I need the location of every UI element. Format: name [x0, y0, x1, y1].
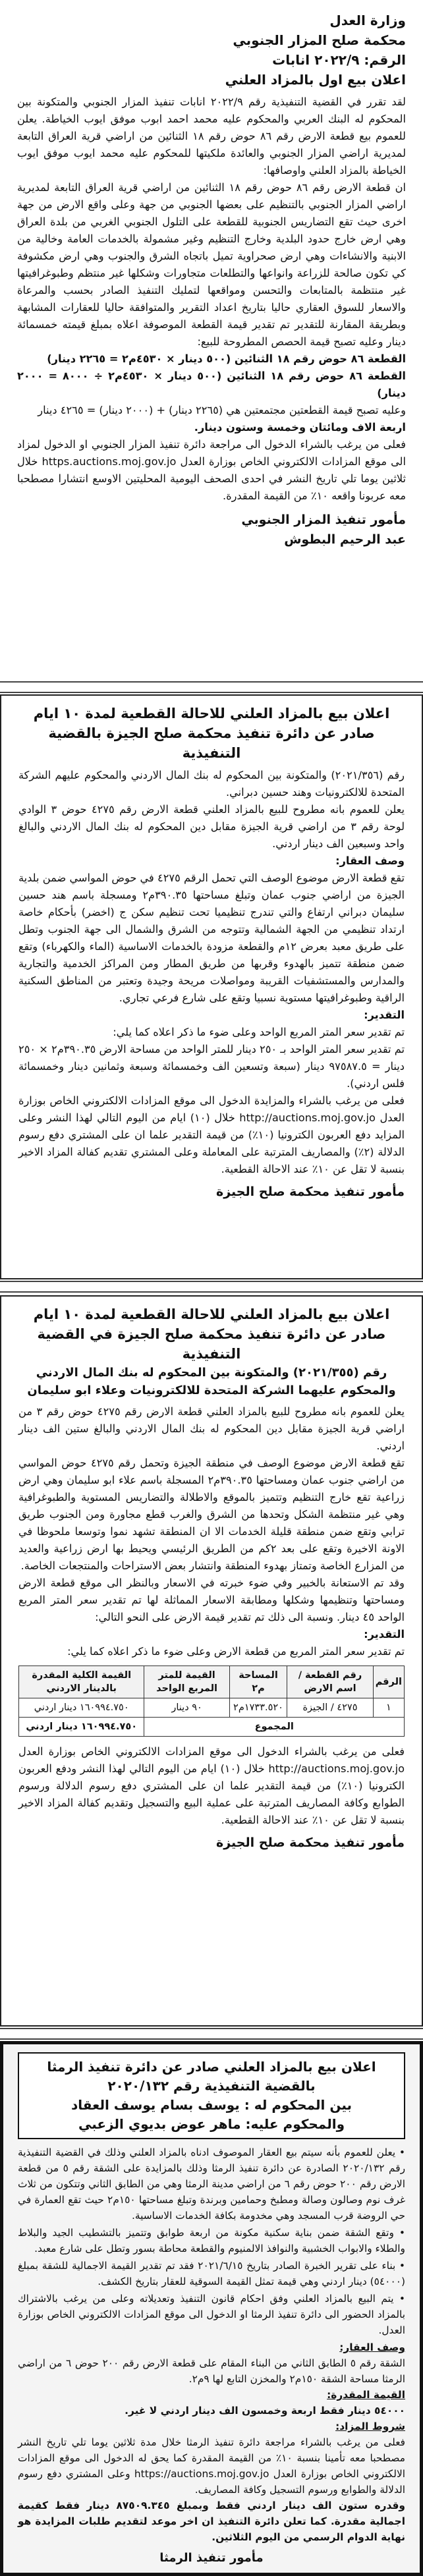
estimated-value: ٥٤٠٠٠ دينار فقط اربعة وخمسون الف دينار اردني لا غير. — [125, 2405, 405, 2417]
estimate-intro: تم تقدير سعر المتر المربع الواحد وعلى ضوء ما ذكر اعلاه كما يلي: — [113, 1026, 405, 1038]
signer: مأمور تنفيذ محكمة صلح الجيزة — [216, 1185, 405, 1199]
notice-parties: رقم (٢٠٢١/٣٥٦) والمتكونة بين المحكوم له بنك المال الاردني والمحكوم عليهم الشركة المتحدة للالكترونيات وهند حسين دبراني. — [18, 769, 405, 798]
auction-notice-ramtha — [0, 2041, 423, 2576]
bidding-instructions: فعلى من يرغب بالشراء والمزايدة الدخول الى موقع المزادات الالكتروني الخاص بوزارة العدل http://auctions.moj.gov.jo خلال (١٠) ايام من اليوم التالي لهذا النشر وعلى المزايد دفع العربون الكترونيا (١٠٪) من قيمة التقدير علما ان على المشتري دفع رسوم الدلالة (٢٪) والمصاريف المترتبة على المعاملة وعلى المشتري تقديم كفالة المزاد الاخير بنسبة لا تقل عن ١٠٪ عند الاحالة القطعية. — [18, 1094, 405, 1175]
notice-intro: لقد تقرر في القضية التنفيذية رقم ٢٠٢٢/٩ انابات تنفيذ المزار الجنوبي والمتكونة بين المحكوم له البنك العربي والمحكوم عليه محمد احمد ابوب موفق ايوب الخياطة. يعلن للعموم بيع قطعة الارض رقم ٨٦ حوض رقم ١٨ الثنائين من اراضي قرية العراق التابعة لمديرية اراضي المزار الجنوبي والعائدة ملكيتها للمحكوم عليه محمد ايوب موفق ايوب الخياطة بالمزاد العلني واوصافها: — [17, 96, 406, 177]
signer: مأمور تنفيذ محكمة صلح الجيزة — [216, 1835, 405, 1850]
signer: مأمور تنفيذ الرمثا — [159, 2551, 264, 2565]
notice-announcement: يعلن للعموم بانه مطروح للبيع بالمزاد العلني قطعة الارض رقم ٤٢٧٥ حوض ٣ الوادي لوحة رقم ٣ من اراضي قرية الجيزة مقابل دين المحكوم له بنك المال الاردني والبالغ واحد وسبعين الف دينار اردني. — [18, 803, 405, 850]
signer-name: عبد الرحيم البطوش — [284, 532, 406, 547]
label-terms: شروط المزاد: — [335, 2421, 405, 2432]
bidding-instructions: فعلى من يرغب بالشراء الدخول الى موقع المزادات الالكتروني الخاص بوزارة العدل http://auctions.moj.gov.jo خلال (١٠) ايام من اليوم التالي لهذا النشر ودفع العربون الكترونيا (١٠٪) من قيمة التقدير علما ان على المشتري دفع رسوم الدلالة ورسوم الطوابع وكافة المصاريف المترتبة على عملية البيع والتسجيل وتقديم كفالة المزاد الاخير بنسبة لا تقل عن ١٠٪ عند الاحالة القطعية. — [18, 1745, 405, 1826]
table-cell: ٩٠ دينار — [144, 1698, 229, 1718]
notice-title: اعلان بيع بالمزاد العلني صادر عن دائرة تنفيذ الرمثا — [47, 2059, 376, 2075]
notice-paragraph: • يعلن للعموم بأنه سيتم بيع العقار الموصوف ادناه بالمزاد العلني وذلك في القضية التنفيذية رقم ٢٠٢٠/١٣٢ الصادرة عن دائرة تنفيذ الرمثا وذلك بالمزايدة على الشقة رقم ٥ من قطعة الارض رقم ٢٠٠ حوض رقم ٦ من اراضي مدينة الرمثا وهي من الطابق الثاني وتتكون من ثلاث غرف نوم وصالون وصالة ومطبخ وحمامين وبرندة وتبلغ مساحتها ١٥٠م٢ حيث تقع العمارة في حي الروضة قرب المسجد وهي مخدومة بكافة الخدمات الاساسية. — [18, 2146, 405, 2222]
notice-paragraph: • وتقع الشقة ضمن بناية سكنية مكونة من اربعة طوابق وتتميز بالتشطيب الجيد والبلاط والطلاء والابواب الخشبية والنوافذ الالمنيوم والقطعة محاطة بسور وتطل على شارع معبد. — [18, 2227, 405, 2254]
valuation-line-2: القطعة ٨٦ حوض رقم ١٨ الثنائين (٥٠٠ دينار × ٤٥٣٠م٢ ÷ ٨٠٠٠ = ٢٠٠٠ دينار) — [17, 370, 406, 399]
table-cell: ١٦٠٩٩٤.٧٥٠ دينار اردني — [19, 1698, 144, 1718]
estimate-calculation: تم تقدير سعر المتر الواحد بـ ٢٥٠ دينار للمتر الواحد من مساحة الارض ٣٩٠.٣٥م٢ × ٢٥٠ دينار = ٩٧٥٨٧.٥ دينار (سبعة وتسعين الف وخمسمائة وسبعة وثمانين دينار وخمسمائة فلس اردني). — [18, 1043, 405, 1090]
table-header-row — [19, 1666, 405, 1698]
table-cell: ٤٢٧٥ / الجيزة — [287, 1698, 373, 1718]
valuation-total-words: اربعة الاف ومائتان وخمسة وستون دينار. — [194, 421, 406, 434]
column-header: رقم القطعة / اسم الارض — [287, 1666, 373, 1698]
total-label: المجموع — [144, 1718, 405, 1737]
label-value: القيمة المقدرة: — [327, 2389, 405, 2401]
plaintiff: بين المحكوم له : يوسف بسام يوسف العقاد — [71, 2097, 352, 2113]
section-heading-description: وصف العقار: — [335, 854, 405, 867]
section-heading-estimate: التقدير: — [364, 1628, 405, 1640]
case-number: بالقضية التنفيذية رقم ٢٠٢٠/١٣٢ — [107, 2078, 316, 2094]
total-value: ١٦٠٩٩٤.٧٥٠ دينار اردني — [19, 1718, 144, 1737]
ministry-name: وزارة العدل — [329, 13, 406, 28]
property-description: ان قطعة الارض رقم ٨٦ حوض رقم ١٨ الثنائين من اراضي قرية العراق التابعة لمديرية اراضي المزار الجنوبي بالتنظيم على بعضها الجنوبي من جهة وعلى واقع الارض من جهة اخرى حيث تقع التضاريس الجنوبية للقطعة على التلول الجنوبي الغربي من بلدة العراق وهي ارض خارج حدود البلدية وخارج التنظيم وغير مشمولة بالخدمات العامة وخالية من الابنية والانشاءات وهي ارض صحراوية تميل باتجاه الشرق والجنوب وهي ارض مكشوفة كي تكون صالحة للزراعة وانواعها والتطلعات متجاورات وشكلها غير منتظم وطبوغرافيتها غير منتظمة بالمتابعات والتحسن ومواقعها لتمليك التنفيذ الصادر بحسب والمرعاة والاسعار للسوق العقاري حاليا بتاريخ اعداد التقرير والمتوافقة حاليا للعقارات المشابهة وبطريقة المقارنة للتقدير تم تقدير قيمة القطعة الموصوفة اعلاه بمبلغ قيمته خمسمائة دينار وعليه تصبح قيمة الحصص المطروحة للبيع: — [17, 181, 406, 348]
label-description: وصف العقار: — [339, 2341, 405, 2353]
expert-assessment: وقد تم الاستعانة بالخبير وفي ضوء خبرته في الاسعار وبالنظر الى موقع قطعة الارض ومساحتها وتنظيمها وشكلها ومطابقة الاسعار المماثلة لها تم تقدير سعر المتر المربع الواحد ٤٥ دينار. ونسبة الى ذلك تم تقدير قيمة الارض على النحو التالي: — [18, 1577, 405, 1623]
property-description: الشقة رقم ٥ الطابق الثاني من البناء المقام على قطعة الارض رقم ٢٠٠ حوض ٦ من اراضي الرمثا مساحة الشقة ١٥٠م٢ والمخزن التابع لها ٩م٢. — [18, 2357, 405, 2385]
auction-notice-mazar — [0, 0, 423, 681]
court-name: محكمة صلح المزار الجنوبي — [233, 32, 406, 48]
auction-terms: فعلى من يرغب بالشراء مراجعة دائرة تنفيذ الرمثا خلال مدة ثلاثين يوما تلي تاريخ النشر مصطحبا معه تأمينا بنسبة ١٠٪ من القيمة المقدرة كما يحق له الدخول الى موقع المزادات الالكتروني الخاص بوزارة العدل https://auctions.moj.gov.jo وعلى المشتري دفع رسوم الدلالة والطوابع ورسوم التسجيل وكافة المصاريف. — [18, 2436, 405, 2496]
divider — [0, 681, 423, 693]
table-row — [19, 1698, 405, 1718]
section-heading-estimate: التقدير: — [364, 1009, 405, 1021]
valuation-total: وعليه تصبح قيمة القطعتين مجتمعتين هي (٢٢٦٥ دينار) + (٢٠٠٠ دينار) = ٤٢٦٥ دينار — [38, 404, 406, 416]
notice-title: اعلان بيع اول بالمزاد العلني — [225, 72, 406, 88]
closing-paragraph: وقدره ستون الف دينار اردني فقط وبمبلغ ٨٧٥٠٩.٣٤٥ دينار فقط كقيمة اجمالية مقدرة. كما تعلن دائرة التنفيذ ان اخر موعد لتقديم طلبات المزايدة هو نهاية الدوام الرسمي من اليوم الثلاثين. — [18, 2500, 405, 2543]
auction-notice-jizah-2 — [0, 1295, 423, 2027]
case-number: الرقم: ٢٠٢٢/٩ انابات — [272, 52, 406, 68]
auction-notice-jizah-1 — [0, 694, 423, 1279]
valuation-line-1: القطعة ٨٦ حوض رقم ١٨ الثنائين (٥٠٠ دينار × ٤٥٣٠م٢ = ٢٢٦٥ دينار) — [47, 352, 406, 365]
signer-title: مأمور تنفيذ المزار الجنوبي — [241, 513, 406, 527]
notice-subtitle: رقم (٢٠٢١/٣٥٥) والمتكونة بين المحكوم له بنك المال الاردني والمحكوم عليهما الشركة المتحدة للالكترونيات وعلاء ابو سليمان — [27, 1366, 396, 1397]
notice-announcement: يعلن للعموم بانه مطروح للبيع بالمزاد العلني قطعة الارض رقم ٤٢٧٥ حوض رقم ٣ من اراضي قرية الجيزة مقابل دين المحكوم له بنك المال الاردني والبالغ ستين الف دينار اردني. — [18, 1405, 405, 1452]
notice-paragraph: • يتم البيع بالمزاد العلني وفق احكام قانون التنفيذ وتعديلاته وعلى من يرغب بالاشتراك بالمزاد الحضور الى دائرة تنفيذ الرمثا او الدخول الى موقع المزادات الالكتروني الخاص بوزارة العدل. — [18, 2293, 405, 2336]
defendant: والمحكوم عليه: ماهر عوض بديوي الزعبي — [78, 2116, 345, 2132]
property-description: تقع قطعة الارض موضوع الوصف في منطقة الجيزة وتحمل رقم ٤٢٧٥ حوض المواسي من اراضي جنوب عمان ومساحتها ٣٩٠.٣٥م٢ المسجلة باسم علاء ابو سليمان وهي ارض زراعية تقع خارج التنظيم وتتميز بالموقع والاطلالة والتضاريس المستوية والطبوغرافية وهي غير منتظمة الشكل وتحدها من الشرق والغرب قطع مجاورة ومن الجنوب طريق ترابي وتقع ضمن منطقة قليلة الخدمات الا ان المنطقة تشهد نموا وتوسعا ملحوظا في الاونة الاخيرة وتقع على بعد ٢كم من الطريق الرئيسي ويحيط بها ارض زراعية والعديد من المزارع الخاصة وتمتاز بهدوء المنطقة وانتشار بعض الاستراحات والمنتجعات الخاصة. — [18, 1457, 405, 1572]
column-header: القيمة الكلية المقدرة بالدينار الاردني — [19, 1666, 144, 1698]
valuation-table — [18, 1666, 405, 1737]
notice-outro: فعلى من يرغب بالشراء الدخول الى مراجعة دائرة تنفيذ المزار الجنوبي او الدخول لمزاد الى موقع المزادات الالكتروني الخاص بوزارة العدل https.auctions.moj.gov.jo خلال ثلاثين يوما تلي تاريخ النشر في احدى الصحف اليومية المحليتين الاوسع انتشارا مصطحبا معه عربونا واقعه ١٠٪ من القيمة المقدرة. — [17, 438, 406, 502]
notice-paragraph: • بناء على تقرير الخبرة الصادر بتاريخ ٢٠٢١/٦/١٥ فقد تم تقدير القيمة الاجمالية للشقة بمبلغ (٥٤٠٠٠) دينار اردني وهي قيمة تمثل القيمة السوقية للعقار بتاريخ الكشف. — [18, 2260, 405, 2287]
table-cell: ١ — [373, 1698, 404, 1718]
column-header: المساحة م٢ — [229, 1666, 287, 1698]
notice-title: اعلان بيع بالمزاد العلني للاحالة القطعية لمدة ١٠ ايام صادر عن دائرة تنفيذ محكمة صلح الجيزة في القضية التنفيذية — [33, 1306, 390, 1362]
column-header: الرقم — [373, 1666, 404, 1698]
table-total-row — [19, 1718, 405, 1737]
estimate-intro: تم تقدير سعر المتر المربع من قطعة الارض وعلى ضوء ما ذكر اعلاه كما يلي: — [67, 1645, 405, 1658]
divider — [0, 2028, 423, 2040]
column-header: القيمة للمتر المربع الواحد — [144, 1666, 229, 1698]
divider — [0, 1281, 423, 1293]
table-cell: ١٧٣٣.٥٢٠م٢ — [229, 1698, 287, 1718]
notice-banner — [18, 2052, 405, 2139]
notice-title: اعلان بيع بالمزاد العلني للاحالة القطعية لمدة ١٠ ايام صادر عن دائرة تنفيذ محكمة صلح الجيزة بالقضية التنفيذية — [33, 706, 390, 761]
property-description: تقع قطعة الارض موضوع الوصف التي تحمل الرقم ٤٢٧٥ في حوض المواسي ضمن بلدية الجيزة من اراضي جنوب عمان وتبلغ مساحتها ٣٩٠.٣٥م٢ ومسجلة باسم هند حسين سليمان دبراني ارتفاع والتي تندرج تنظيميا تحت تنظيم سكن ج (اخضر) بأحكام خاصة ارتداد تنظيمي من الجهة الشمالية وتتوجه من الشرق والشمال الى جهة الجنوب وتطل على طريق معبد بعرض ١٢م والقطعة مزودة بالخدمات الاساسية (الماء والكهرباء) وتقع ضمن منطقة تتميز بالهدوء وقربها من طريق المطار ومن المراكز الخدمية والتجارية والمدارس والمستشفيات القريبة ومواصلات مريحة وجيدة وتعتبر من المناطق السكنية الراقية وطبوغرافيتها مستوية نسبيا وتقع على شارع فرعي تجاري. — [18, 872, 405, 1004]
